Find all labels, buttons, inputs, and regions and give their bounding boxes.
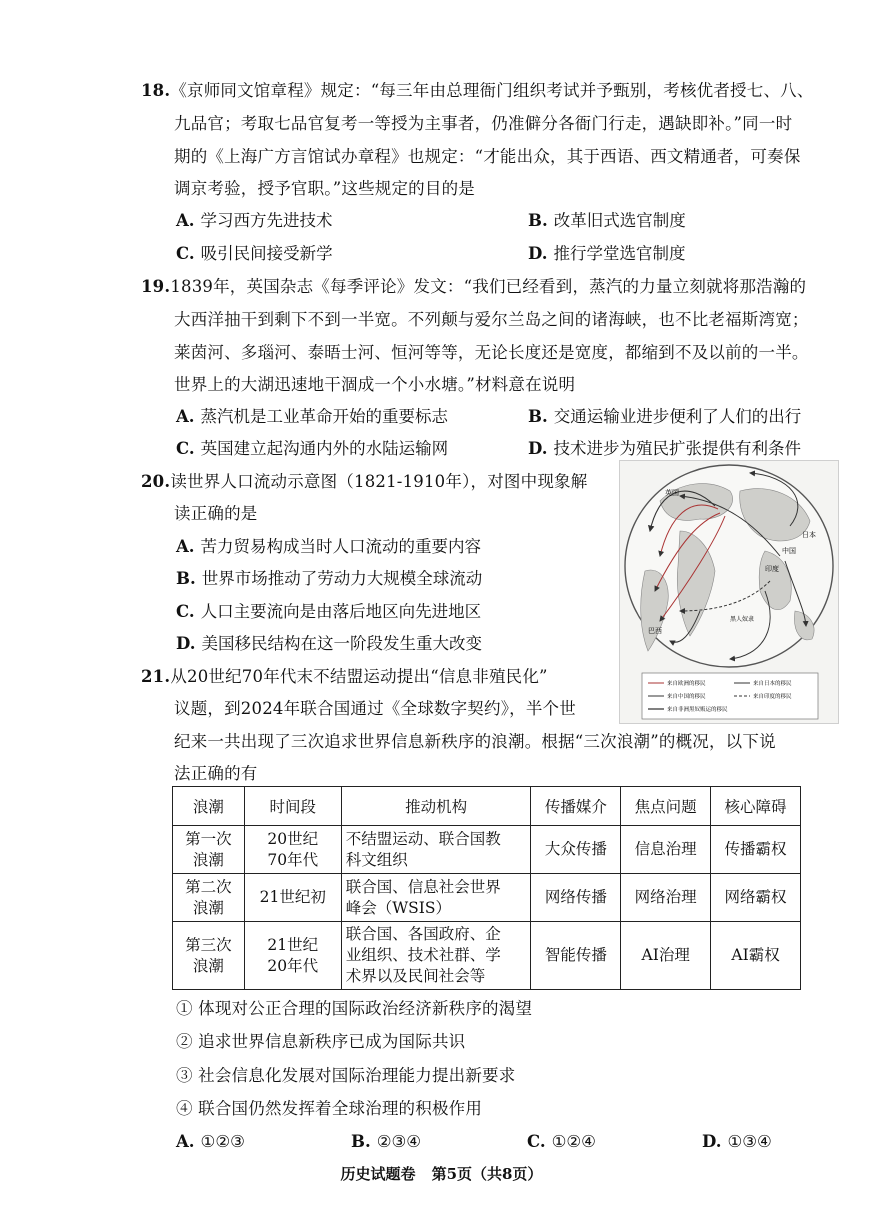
option-c: C. ①②④ (527, 1132, 596, 1151)
option-b: B. ②③④ (351, 1132, 422, 1151)
question-19-line-4: 世界上的大湖迅速地干涸成一个小水塘。”材料意在说明 (174, 375, 576, 394)
table-cell: 大众传播 (531, 826, 621, 874)
legend-item: 来自非洲黑奴贩运的移民 (667, 707, 728, 713)
table-cell: 联合国、各国政府、企 业组织、技术社群、学 术界以及民间社会等 (341, 922, 531, 990)
table-cell: 信息治理 (621, 826, 711, 874)
question-21-line-4: 法正确的有 (174, 764, 258, 783)
table-row (173, 826, 801, 874)
table-cell: 21世纪 20年代 (244, 922, 341, 990)
question-21-line-2: 议题，到2024年联合国通过《全球数字契约》，半个世 (174, 699, 576, 718)
statement-3: ③ 社会信息化发展对国际治理能力提出新要求 (176, 1066, 516, 1085)
table-cell: 第三次 浪潮 (173, 922, 245, 990)
question-number: 18. (141, 81, 171, 100)
question-18-line-3: 期的《上海广方言馆试办章程》也规定：“才能出众，其于西语、西文精通者，可奏保 (174, 147, 801, 166)
question-18-line-4: 调京考验，授予官职。”这些规定的目的是 (174, 179, 475, 198)
table-cell: 21世纪初 (244, 874, 341, 922)
question-20-line-1: 20.读世界人口流动示意图（1821-1910年），对图中现象解 (141, 472, 588, 491)
map-label: 黑人奴隶 (730, 616, 755, 623)
statement-4: ④ 联合国仍然发挥着全球治理的积极作用 (176, 1099, 483, 1118)
question-21-line-1: 21.从20世纪70年代末不结盟运动提出“信息非殖民化” (141, 667, 548, 686)
table-row (173, 922, 801, 990)
option-a: A. ①②③ (176, 1132, 245, 1151)
legend-item: 来自日本的移民 (753, 681, 792, 687)
table-cell: 20世纪 70年代 (244, 826, 341, 874)
table-cell: 第一次 浪潮 (173, 826, 245, 874)
table-cell: 第二次 浪潮 (173, 874, 245, 922)
column-header: 核心障碍 (711, 787, 801, 826)
statement-2: ② 追求世界信息新秩序已成为国际共识 (176, 1032, 466, 1051)
table-cell: 不结盟运动、联合国教 科文组织 (341, 826, 531, 874)
legend-item: 来自欧洲的移民 (667, 681, 706, 687)
table-cell: AI治理 (621, 922, 711, 990)
map-label: 巴西 (648, 627, 662, 635)
table-cell: AI霸权 (711, 922, 801, 990)
question-21-line-3: 纪来一共出现了三次追求世界信息新秩序的浪潮。根据“三次浪潮”的概况，以下说 (174, 732, 776, 751)
table-cell: 网络霸权 (711, 874, 801, 922)
question-18-line-2: 九品官；考取七品官复考一等授为主事者，仍准僻分各衙门行走，遇缺即补。”同一时 (174, 114, 793, 133)
statement-1: ① 体现对公正合理的国际政治经济新秩序的渴望 (176, 999, 533, 1018)
option-c: C. 英国建立起沟通内外的水陆运输网 (176, 439, 449, 458)
footer-subject: 历史试题卷 (340, 1165, 416, 1183)
option-a: A. 蒸汽机是工业革命开始的重要标志 (176, 407, 449, 426)
question-19-line-3: 莱茵河、多瑙河、泰晤士河、恒河等等，无论长度还是宽度，都缩到不及以前的一半。 (174, 343, 809, 362)
option-a: A. 苦力贸易构成当时人口流动的重要内容 (176, 537, 482, 556)
population-migration-map (619, 460, 839, 724)
legend-item: 来自中国的移民 (667, 694, 706, 700)
question-number: 20. (141, 472, 171, 491)
column-header: 焦点问题 (621, 787, 711, 826)
question-19-line-2: 大西洋抽干到剩下不到一半宽。不列颠与爱尔兰岛之间的诸海峡，也不比老福斯湾宽； (174, 310, 809, 329)
question-19-line-1: 19.1839年，英国杂志《每季评论》发文：“我们已经看到，蒸汽的力量立刻就将那浩瀚的 (141, 277, 807, 296)
map-label: 中国 (782, 547, 796, 555)
map-label: 日本 (802, 531, 816, 539)
question-number: 21. (141, 667, 171, 686)
footer-page-number: 第5页（共8页） (431, 1165, 543, 1183)
option-d: D. 美国移民结构在这一阶段发生重大改变 (176, 634, 482, 653)
question-20-line-2: 读正确的是 (174, 504, 258, 523)
table-cell: 网络传播 (531, 874, 621, 922)
option-c: C. 吸引民间接受新学 (176, 244, 333, 263)
page-footer (0, 1163, 883, 1184)
option-d: D. ①③④ (702, 1132, 772, 1151)
column-header: 浪潮 (173, 787, 245, 826)
option-d: D. 技术进步为殖民扩张提供有利条件 (528, 439, 801, 458)
option-b: B. 交通运输业进步便利了人们的出行 (528, 407, 802, 426)
table-cell: 联合国、信息社会世界 峰会（WSIS） (341, 874, 531, 922)
option-b: B. 世界市场推动了劳动力大规模全球流动 (176, 569, 483, 588)
column-header: 传播媒介 (531, 787, 621, 826)
table-row (173, 874, 801, 922)
table-cell: 网络治理 (621, 874, 711, 922)
information-order-waves-table (172, 786, 801, 990)
table-cell: 传播霸权 (711, 826, 801, 874)
question-18-line-1: 18.《京师同文馆章程》规定：“每三年由总理衙门组织考试并予甄别，考核优者授七、八、 (141, 81, 814, 100)
question-number: 19. (141, 277, 171, 296)
option-c: C. 人口主要流向是由落后地区向先进地区 (176, 602, 482, 621)
legend-item: 来自印度的移民 (753, 694, 792, 700)
option-a: A. 学习西方先进技术 (176, 211, 333, 230)
map-label: 印度 (765, 565, 779, 573)
map-label: 英国 (665, 489, 679, 497)
column-header: 时间段 (244, 787, 341, 826)
map-graphic (620, 461, 838, 723)
table-header-row (173, 787, 801, 826)
table-cell: 智能传播 (531, 922, 621, 990)
option-b: B. 改革旧式选官制度 (528, 211, 686, 230)
column-header: 推动机构 (341, 787, 531, 826)
option-d: D. 推行学堂选官制度 (528, 244, 686, 263)
